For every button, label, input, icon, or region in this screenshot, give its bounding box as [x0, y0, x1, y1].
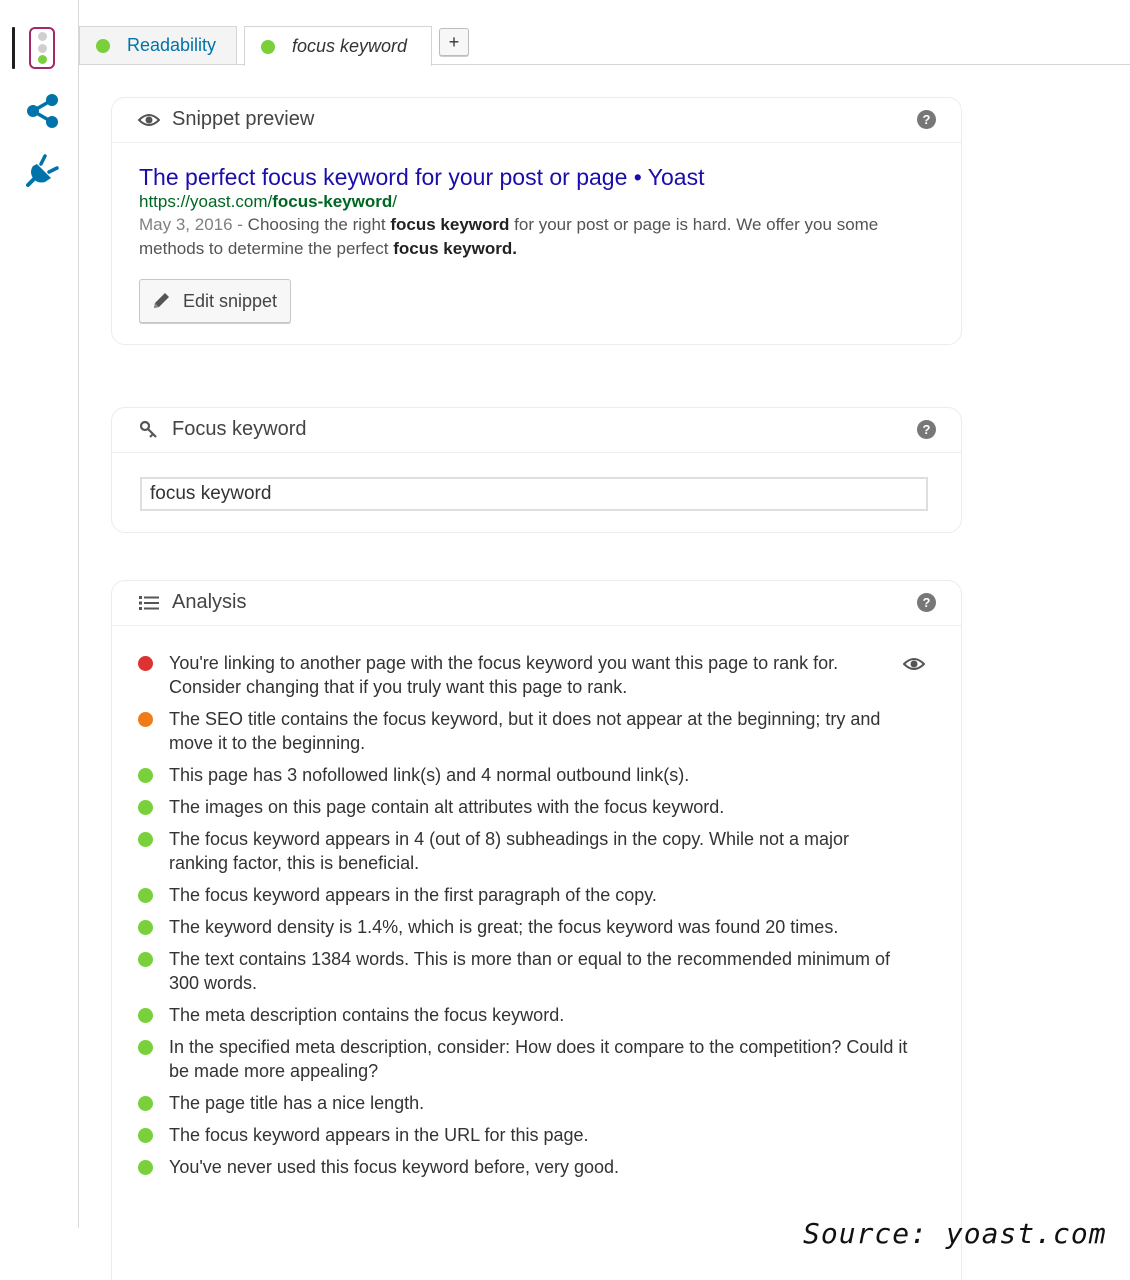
status-bullet-icon: [138, 1160, 153, 1175]
analysis-result-text: The images on this page contain alt attributes with the focus keyword.: [169, 797, 725, 817]
source-caption: Source: yoast.com: [803, 1217, 1107, 1250]
tab-label: Readability: [127, 35, 217, 55]
focus-keyword-input[interactable]: [140, 477, 928, 511]
pencil-icon: [151, 291, 171, 311]
edit-snippet-button[interactable]: [139, 279, 291, 323]
analysis-result-text: You've never used this focus keyword before, very good.: [169, 1157, 620, 1177]
analysis-result-item: [138, 1003, 908, 1027]
eye-icon: [138, 110, 160, 130]
analysis-result-item: [138, 795, 908, 819]
analysis-result-text: The text contains 1384 words. This is more than or equal to the recommended minimum of 300 words.: [169, 949, 891, 993]
tab-label: focus keyword: [292, 36, 408, 56]
analysis-result-text: This page has 3 nofollowed link(s) and 4 normal outbound link(s).: [169, 765, 690, 785]
focus-keyword-panel: [111, 407, 962, 533]
status-bullet-icon: [138, 832, 153, 847]
analysis-result-text: The focus keyword appears in 4 (out of 8) subheadings in the copy. While not a major ranking factor, this is beneficial.: [169, 829, 850, 873]
snippet-preview-header[interactable]: [112, 98, 961, 143]
traffic-light-icon: [29, 27, 55, 69]
analysis-result-text: You're linking to another page with the focus keyword you want this page to rank for. Consider changing that if you truly want this page to rank.: [169, 653, 839, 697]
sidebar-item-addons[interactable]: [24, 151, 62, 189]
help-icon[interactable]: ?: [917, 420, 936, 439]
active-indicator: [12, 27, 15, 69]
panel-title: Focus keyword: [172, 418, 307, 440]
analysis-result-text: The focus keyword appears in the URL for this page.: [169, 1125, 589, 1145]
analysis-result-item: [138, 707, 908, 755]
analysis-result-text: In the specified meta description, consider: How does it compare to the competition? Could it be made more appealing?: [169, 1037, 908, 1081]
status-bullet-icon: [138, 952, 153, 967]
analysis-result-text: The meta description contains the focus keyword.: [169, 1005, 565, 1025]
plug-icon: [25, 152, 61, 188]
status-dot-icon: [96, 39, 110, 53]
status-bullet-icon: [138, 1096, 153, 1111]
tab-focus-keyword[interactable]: [244, 26, 432, 66]
tab-readability[interactable]: [79, 26, 237, 64]
status-bullet-icon: [138, 1008, 153, 1023]
serp-title[interactable]: The perfect focus keyword for your post or page • Yoast: [139, 164, 705, 190]
status-dot-icon: [261, 40, 275, 54]
serp-date: May 3, 2016 -: [139, 215, 243, 234]
analysis-result-item: [138, 947, 908, 995]
help-icon[interactable]: ?: [917, 110, 936, 129]
analysis-header: [112, 581, 961, 626]
focus-keyword-header: [112, 408, 961, 453]
analysis-result-item: [138, 651, 908, 699]
analysis-result-item: [138, 763, 908, 787]
analysis-result-item: [138, 1091, 908, 1115]
analysis-results-list: [138, 651, 908, 1187]
tabs-baseline: [78, 64, 1130, 65]
analysis-result-item: [138, 1035, 908, 1083]
panel-title: Analysis: [172, 591, 247, 613]
sidebar-item-seo[interactable]: [12, 27, 58, 69]
analysis-result-text: The keyword density is 1.4%, which is great; the focus keyword was found 20 times.: [169, 917, 839, 937]
status-bullet-icon: [138, 888, 153, 903]
serp-description: May 3, 2016 - Choosing the right focus keyword for your post or page is hard. We offer you some methods to determine the perfect focus keyword.: [139, 215, 879, 258]
panel-title: Snippet preview: [172, 108, 315, 130]
sidebar-item-social[interactable]: [24, 92, 62, 130]
analysis-result-item: [138, 915, 908, 939]
analysis-panel: [111, 580, 962, 1280]
analysis-result-item: [138, 1155, 908, 1179]
sidebar-divider: [78, 0, 79, 1228]
status-bullet-icon: [138, 712, 153, 727]
analysis-result-text: The SEO title contains the focus keyword, but it does not appear at the beginning; try and move it to the beginning.: [169, 709, 881, 753]
status-bullet-icon: [138, 768, 153, 783]
analysis-result-item: [138, 1123, 908, 1147]
status-bullet-icon: [138, 1040, 153, 1055]
help-icon[interactable]: ?: [917, 593, 936, 612]
analysis-result-text: The page title has a nice length.: [169, 1093, 425, 1113]
analysis-result-item: [138, 827, 908, 875]
analysis-result-text: The focus keyword appears in the first paragraph of the copy.: [169, 885, 657, 905]
key-icon: [138, 420, 160, 440]
status-bullet-icon: [138, 800, 153, 815]
status-bullet-icon: [138, 920, 153, 935]
snippet-preview-panel: [111, 97, 962, 345]
serp-url: https://yoast.com/focus-keyword/: [139, 192, 397, 211]
list-icon: [138, 593, 160, 613]
analysis-result-item: [138, 883, 908, 907]
status-bullet-icon: [138, 1128, 153, 1143]
edit-snippet-label: Edit snippet: [183, 290, 278, 311]
share-icon: [25, 93, 61, 129]
add-keyword-tab-button[interactable]: +: [439, 28, 469, 56]
status-bullet-icon: [138, 656, 153, 671]
